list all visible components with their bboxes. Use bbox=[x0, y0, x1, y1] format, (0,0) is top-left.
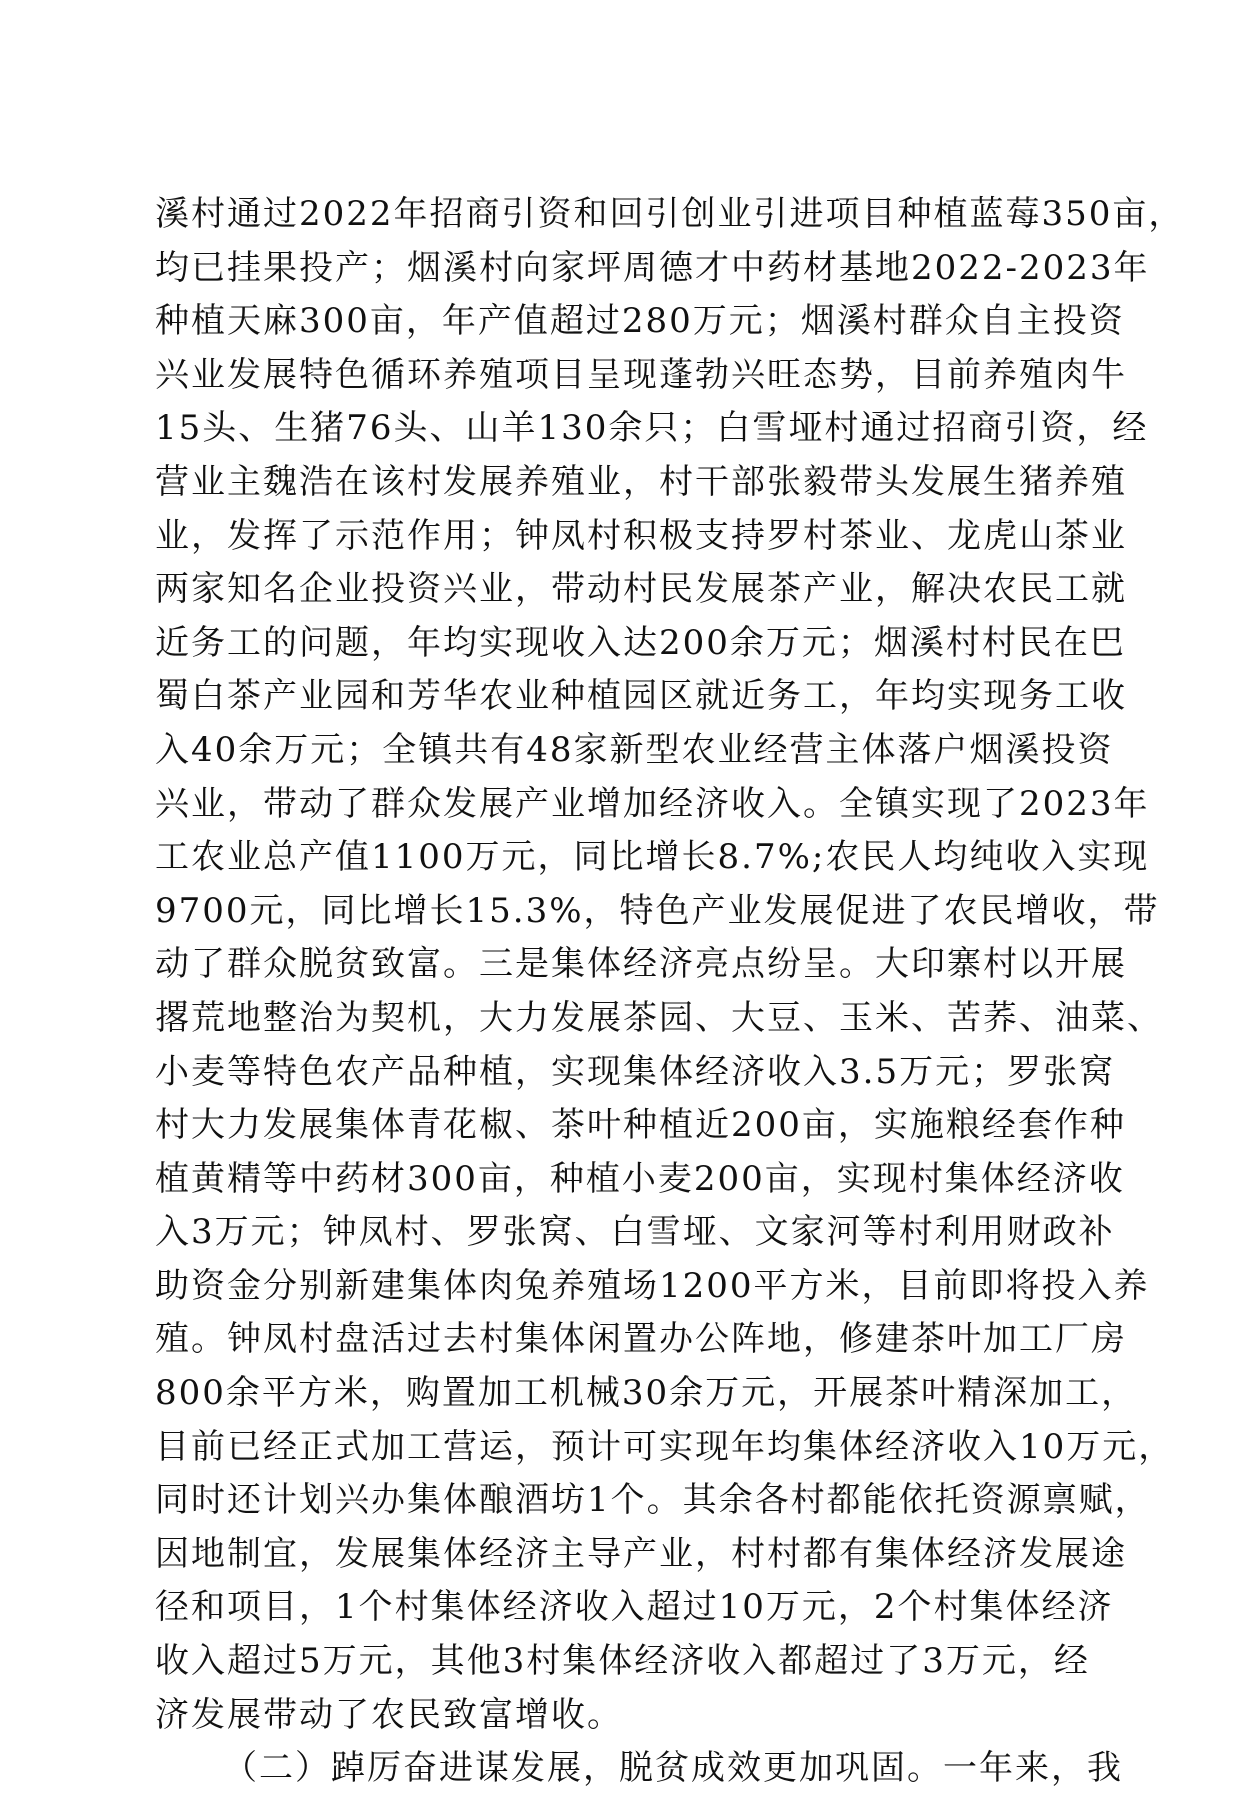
text-line: 兴业，带动了群众发展产业增加经济收入。全镇实现了2023年 bbox=[155, 783, 1150, 824]
text-line: 800余平方米，购置加工机械30余万元，开展茶叶精深加工， bbox=[155, 1373, 1138, 1414]
text-line: 种植天麻300亩，年产值超过280万元；烟溪村群众自主投资 bbox=[155, 301, 1125, 342]
text-line: 同时还计划兴办集体酿酒坊1个。其余各村都能依托资源禀赋， bbox=[155, 1480, 1151, 1521]
text-line: 溪村通过2022年招商引资和回引创业引进项目种植蓝莓350亩， bbox=[155, 194, 1185, 234]
text-line: 助资金分别新建集体肉兔养殖场1200平方米，目前即将投入养 bbox=[155, 1265, 1150, 1306]
text-line: 动了群众脱贫致富。三是集体经济亮点纷呈。大印寨村以开展 bbox=[155, 944, 1127, 985]
text-line: 均已挂果投产；烟溪村向家坪周德才中药材基地2022-2023年 bbox=[155, 247, 1150, 288]
text-line: 撂荒地整治为契机，大力发展茶园、大豆、玉米、苦荞、油菜、 bbox=[155, 997, 1163, 1038]
text-line: 15头、生猪76头、山羊130余只；白雪垭村通过招商引资，经 bbox=[155, 408, 1149, 449]
text-line: 入40余万元；全镇共有48家新型农业经营主体落户烟溪投资 bbox=[155, 729, 1114, 770]
text-line: 殖。钟凤村盘活过去村集体闲置办公阵地，修建茶叶加工厂房 bbox=[155, 1319, 1127, 1360]
text-line: 入3万元；钟凤村、罗张窝、白雪垭、文家河等村利用财政补 bbox=[155, 1212, 1115, 1253]
text-line: 济发展带动了农民致富增收。 bbox=[155, 1694, 623, 1735]
text-line: 径和项目，1个村集体经济收入超过10万元，2个村集体经济 bbox=[155, 1587, 1114, 1628]
section-heading: （二）踔厉奋进谋发展，脱贫成效更加巩固。一年来，我 bbox=[223, 1748, 1123, 1789]
text-line: 营业主魏浩在该村发展养殖业，村干部张毅带头发展生猪养殖 bbox=[155, 461, 1127, 502]
text-line: 村大力发展集体青花椒、茶叶种植近200亩，实施粮经套作种 bbox=[155, 1105, 1126, 1146]
text-line: 收入超过5万元，其他3村集体经济收入都超过了3万元，经 bbox=[155, 1641, 1090, 1682]
text-line: 近务工的问题，年均实现收入达200余万元；烟溪村村民在巴 bbox=[155, 622, 1126, 663]
text-line: 因地制宜，发展集体经济主导产业，村村都有集体经济发展途 bbox=[155, 1533, 1127, 1574]
text-line: 蜀白茶产业园和芳华农业种植园区就近务工，年均实现务工收 bbox=[155, 676, 1127, 717]
text-line: 目前已经正式加工营运，预计可实现年均集体经济收入10万元， bbox=[155, 1426, 1175, 1467]
body-text bbox=[155, 188, 1185, 1796]
text-line: 小麦等特色农产品种植，实现集体经济收入3.5万元；罗张窝 bbox=[155, 1051, 1116, 1092]
text-line: 工农业总产值1100万元，同比增长8.7%;农民人均纯收入实现 bbox=[155, 837, 1150, 878]
text-line: 9700元，同比增长15.3%，特色产业发展促进了农民增收，带 bbox=[155, 890, 1160, 931]
text-line: 业，发挥了示范作用；钟凤村积极支持罗村茶业、龙虎山茶业 bbox=[155, 515, 1127, 556]
text-line: 两家知名企业投资兴业，带动村民发展茶产业，解决农民工就 bbox=[155, 569, 1127, 610]
text-line: 兴业发展特色循环养殖项目呈现蓬勃兴旺态势，目前养殖肉牛 bbox=[155, 354, 1127, 395]
text-line: 植黄精等中药材300亩，种植小麦200亩，实现村集体经济收 bbox=[155, 1158, 1125, 1199]
